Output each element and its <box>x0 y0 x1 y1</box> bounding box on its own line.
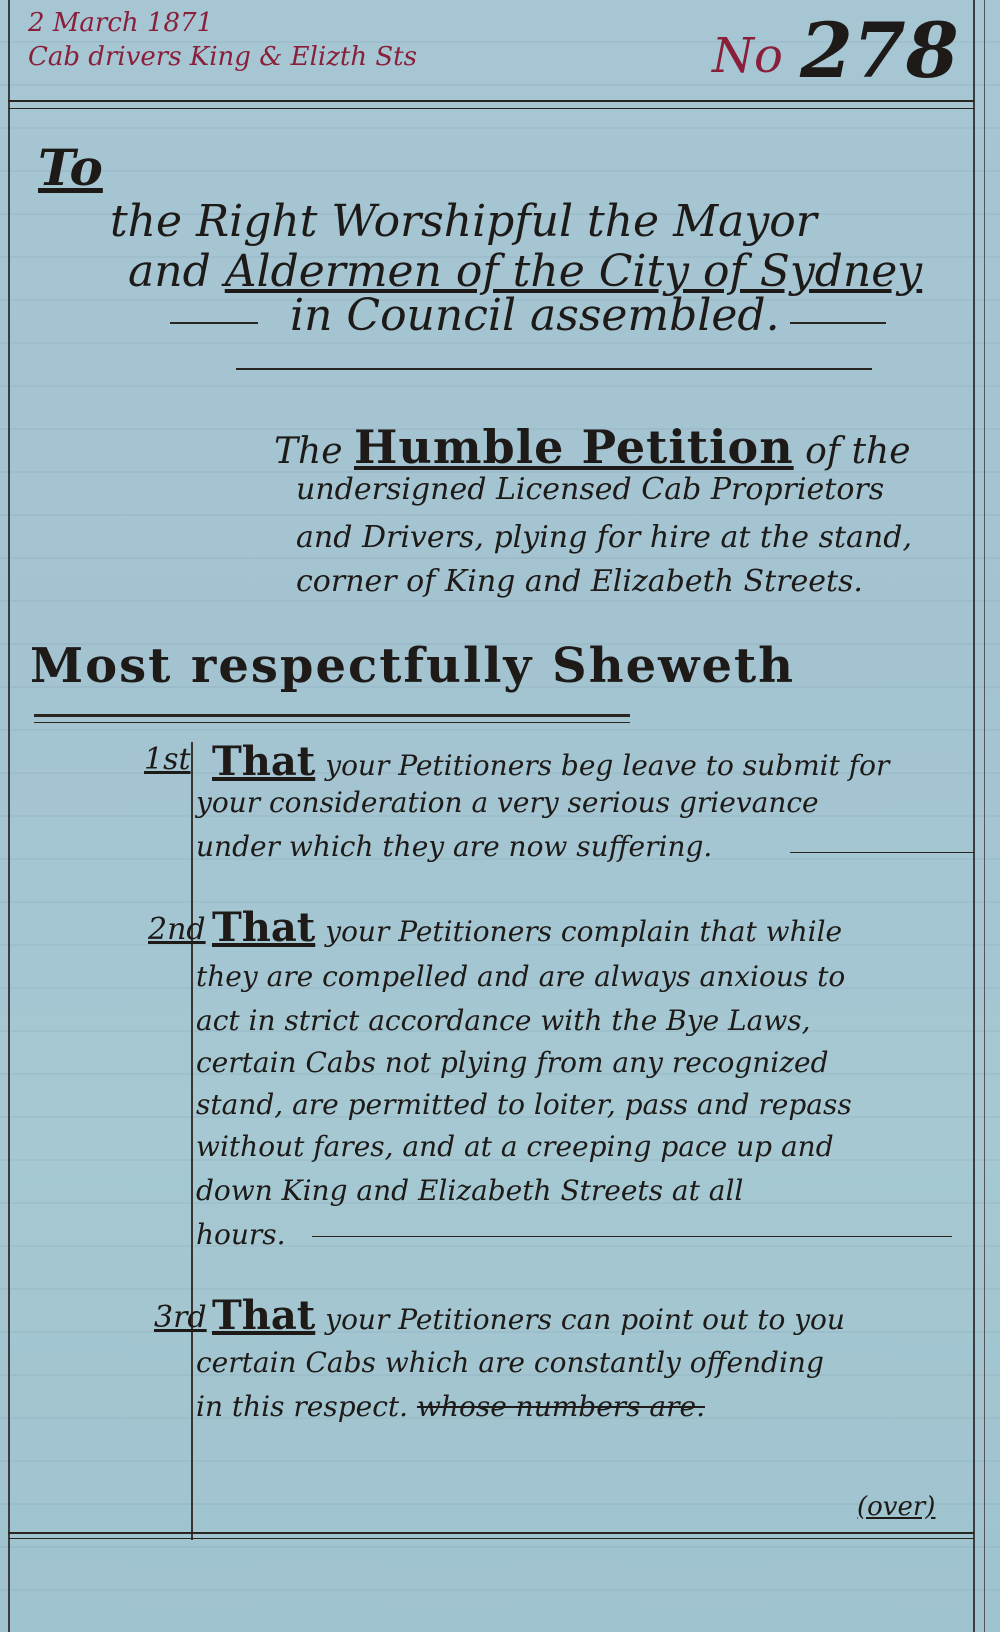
paragraph-text: your Petitioners can point out to you <box>325 1303 845 1336</box>
humble-petition: Humble Petition <box>353 420 794 474</box>
over-note: (over) <box>857 1492 936 1522</box>
sheweth-rule <box>34 714 630 717</box>
paragraph-text: in this respect. <box>196 1390 409 1423</box>
paragraph-line <box>212 738 889 785</box>
frame-border-left <box>8 0 10 1632</box>
petition-line: undersigned Licensed Cab Proprietors <box>296 472 885 507</box>
petition-line-1-tail: of the <box>805 431 911 472</box>
line-filler <box>312 1236 952 1237</box>
docket-subject: Cab drivers King & Elizth Sts <box>28 42 417 72</box>
petition-line: and Drivers, plying for hire at the stand, <box>296 520 912 555</box>
paragraph-line: they are compelled and are always anxious to <box>196 960 846 993</box>
petition-title <box>274 420 911 474</box>
footer-rule <box>8 1532 974 1534</box>
docket-note <box>28 6 417 74</box>
address-line-3: in Council assembled. <box>290 290 780 341</box>
paragraph-line: your consideration a very serious grievance <box>196 786 819 819</box>
that-word: That <box>212 904 316 951</box>
paragraph-line: act in strict accordance with the Bye Laws, <box>196 1004 811 1037</box>
sheweth-heading: Most respectfully Sheweth <box>30 638 796 694</box>
that-word: That <box>212 738 316 785</box>
docket-date: 2 March 1871 <box>28 8 214 38</box>
address-line-2-main: Aldermen of the City of Sydney <box>224 246 923 297</box>
address-line-2-prefix: and <box>128 246 211 297</box>
petition-line: corner of King and Elizabeth Streets. <box>296 564 863 599</box>
paragraph-line: under which they are now suffering. <box>196 830 713 863</box>
header-rule-thin <box>8 108 974 109</box>
paragraph-number: 2nd <box>148 912 206 947</box>
paragraph-line: down King and Elizabeth Streets at all <box>196 1174 744 1207</box>
footer-rule-thin <box>8 1538 974 1539</box>
paragraph-text: your Petitioners beg leave to submit for <box>325 749 890 782</box>
paragraph-line <box>212 904 842 951</box>
paragraph-line: stand, are permitted to loiter, pass and repass <box>196 1088 852 1121</box>
paragraph-line: without fares, and at a creeping pace up and <box>196 1130 834 1163</box>
paragraph-line: certain Cabs not plying from any recognized <box>196 1046 829 1079</box>
paragraph-line: hours. <box>196 1218 286 1251</box>
that-word: That <box>212 1292 316 1339</box>
number-label: No <box>712 28 783 84</box>
paragraph-text: your Petitioners complain that while <box>325 915 843 948</box>
address-to: To <box>38 138 103 197</box>
address-dash-right <box>790 322 886 324</box>
paragraph-line <box>196 1390 705 1423</box>
paragraph-line: certain Cabs which are constantly offending <box>196 1346 824 1379</box>
sheweth-rule-thin <box>34 722 630 723</box>
header-rule <box>8 100 974 102</box>
frame-border-right <box>973 0 975 1632</box>
paragraph-number: 3rd <box>154 1300 207 1335</box>
petition-number: 278 <box>800 6 959 95</box>
paragraph-line <box>212 1292 845 1339</box>
address-line-1: the Right Worshipful the Mayor <box>110 196 817 247</box>
line-filler <box>790 852 974 853</box>
paragraph-number: 1st <box>144 742 191 777</box>
frame-border-right-inner <box>984 0 985 1632</box>
section-divider <box>236 368 872 370</box>
petition-prefix: The <box>274 431 343 472</box>
struck-through-text: whose numbers are. <box>416 1390 705 1423</box>
margin-line <box>191 742 193 1540</box>
address-dash-left <box>170 322 258 324</box>
